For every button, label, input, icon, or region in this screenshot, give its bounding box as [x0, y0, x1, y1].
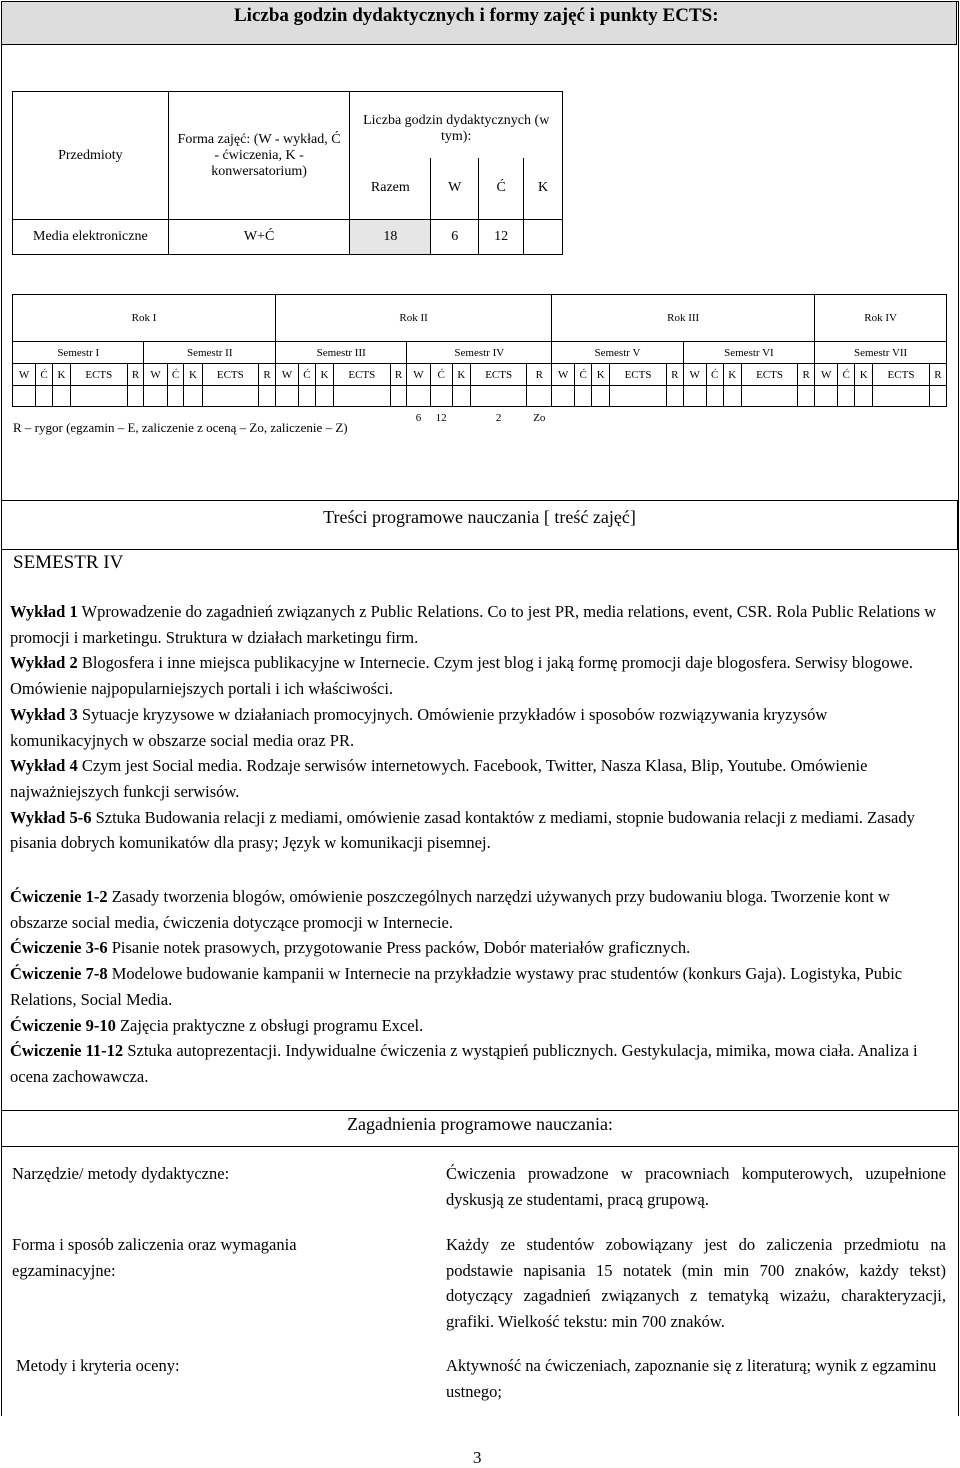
col-header-ć: Ć — [575, 364, 592, 386]
col-header-ć: Ć — [299, 364, 316, 386]
spacer-cell — [299, 386, 316, 407]
col-header-w: W — [552, 364, 575, 386]
value-cell — [552, 407, 575, 430]
col-header-ects: ECTS — [202, 364, 259, 386]
value-cell — [666, 407, 683, 430]
col-header-r: R — [929, 364, 946, 386]
lecture-2: Wykład 2 Blogosfera i inne miejsca publikacyjne w Internecie. Czym jest blog i jaką formę promocji daje blogosfera. Serwisy blogowe. Omówienie najpopularniejszych portali i ich właściwości. — [10, 653, 914, 699]
methods-value: Ćwiczenia prowadzone w pracowniach komputerowych, uzupełnione dyskusją ze studentami, pracą grupową. — [446, 1164, 946, 1209]
col-header-k: K — [52, 364, 70, 386]
col-hours-header: Liczba godzin dydaktycznych (w tym): — [350, 92, 563, 158]
value-cell — [798, 407, 815, 430]
spacer-cell — [723, 386, 741, 407]
col-header-ć: Ć — [167, 364, 184, 386]
spacer-cell — [430, 386, 452, 407]
spacer-cell — [929, 386, 946, 407]
col-header-w: W — [683, 364, 706, 386]
year-1: Rok I — [13, 295, 276, 342]
col-header-ects: ECTS — [741, 364, 798, 386]
divider — [1, 1110, 958, 1111]
value-cell — [610, 407, 667, 430]
semester-header-5: Semestr V — [552, 342, 683, 364]
col-header-ects: ECTS — [873, 364, 930, 386]
spacer-cell — [36, 386, 53, 407]
spacer-cell — [315, 386, 333, 407]
methods-label: Narzędzie/ metody dydaktyczne: — [12, 1164, 230, 1183]
col-header-ects: ECTS — [610, 364, 667, 386]
col-header-ć: Ć — [36, 364, 53, 386]
value-cell — [838, 407, 855, 430]
content-heading: Treści programowe nauczania [ treść zajęć] — [1, 500, 958, 550]
lecture-5-6: Wykład 5-6 Sztuka Budowania relacji z mediami, omówienie zasad kontaktów z mediami, stopnie budowania relacji z mediami. Zasady pisania dobrych komunikatów dla prasy; Język w komunikacji pisemnej. — [10, 807, 915, 853]
value-cell — [592, 407, 610, 430]
assessment-label: Forma i sposób zaliczenia oraz wymagania egzaminacyjne: — [12, 1235, 297, 1280]
spacer-cell — [202, 386, 259, 407]
spacer-cell — [13, 386, 36, 407]
semester-header-6: Semestr VI — [683, 342, 814, 364]
sub-w-header: W — [431, 158, 479, 220]
row-total: 18 — [350, 220, 431, 255]
spacer-cell — [52, 386, 70, 407]
exercise-1-2: Ćwiczenie 1-2 Zasady tworzenia blogów, omówienie poszczególnych narzędzi używanych przy budowaniu bloga. Tworzenie kont w obszarze social media, ćwiczenia dotyczące promocji w Internecie. — [10, 887, 890, 932]
semester-header-3: Semestr III — [275, 342, 406, 364]
rigor-legend: R – rygor (egzamin – E, zaliczenie z oceną – Zo, zaliczenie – Z) — [13, 420, 348, 435]
value-cell — [741, 407, 798, 430]
year-2: Rok II — [275, 295, 551, 342]
lecture-1: Wykład 1 Wprowadzenie do zagadnień związanych z Public Relations. Co to jest PR, media relations, event, CSR. Rola Public Relations w promocji i marketingu. Struktura w działach marketingu firm. — [10, 602, 937, 647]
spacer-cell — [390, 386, 407, 407]
spacer-cell — [167, 386, 184, 407]
spacer-cell — [334, 386, 391, 407]
col-header-ć: Ć — [430, 364, 452, 386]
spacer-cell — [144, 386, 167, 407]
spacer-cell — [575, 386, 592, 407]
criteria-value: Aktywność na ćwiczeniach, zapoznanie się z literaturą; wynik z egzaminu ustnego; — [446, 1356, 937, 1401]
col-header-w: W — [275, 364, 298, 386]
spacer-cell — [706, 386, 723, 407]
spacer-cell — [527, 386, 552, 407]
value-cell: 12 — [435, 412, 447, 425]
assessment-value: Każdy ze studentów zobowiązany jest do zaliczenia przedmiotu na podstawie napisania 15 notatek (min min 700 znaków, każdy tekst) dotyczący zagadnień związanych z tematyką wizażu, charakteryzacji, grafiki. Wielkość tekstu: min 700 znaków. — [446, 1235, 946, 1331]
sub-total-header: Razem — [350, 158, 431, 220]
spacer-cell — [798, 386, 815, 407]
semester-header-7: Semestr VII — [815, 342, 947, 364]
spacer-cell — [815, 386, 838, 407]
col-header-r: R — [798, 364, 815, 386]
year-3: Rok III — [552, 295, 815, 342]
spacer-cell — [683, 386, 706, 407]
semester-header-4: Semestr IV — [407, 342, 552, 364]
col-header-w: W — [407, 364, 430, 386]
page-title: Liczba godzin dydaktycznych i formy zajęć i punkty ECTS: — [1, 1, 957, 45]
value-cell — [723, 407, 741, 430]
ects-table — [12, 294, 947, 430]
sub-k-header: K — [524, 158, 563, 220]
criteria-label: Metody i kryteria oceny: — [16, 1356, 180, 1375]
spacer-cell — [470, 386, 527, 407]
lecture-3: Wykład 3 Sytuacje kryzysowe w działaniach promocyjnych. Omówienie przykładów i sposobów rozwiązywania kryzysów komunikacyjnych w obszarze social media oraz PR. — [10, 704, 828, 750]
value-cell — [815, 407, 838, 430]
col-header-k: K — [855, 364, 873, 386]
col-header-ć: Ć — [706, 364, 723, 386]
value-cell — [929, 407, 946, 430]
spacer-cell — [184, 386, 202, 407]
spacer-cell — [610, 386, 667, 407]
row-form: W+Ć — [168, 220, 350, 255]
semester-header-2: Semestr II — [144, 342, 275, 364]
exercise-3-6: Ćwiczenie 3-6 Pisanie notek prasowych, przygotowanie Press packów, Dobór materiałów graficznych. — [10, 938, 691, 958]
value-cell — [706, 407, 723, 430]
value-cell — [873, 407, 930, 430]
exercise-9-10: Ćwiczenie 9-10 Zajęcia praktyczne z obsługi programu Excel. — [10, 1015, 424, 1035]
col-header-ects: ECTS — [71, 364, 128, 386]
col-header-r: R — [390, 364, 407, 386]
value-cell — [855, 407, 873, 430]
lecture-4: Wykład 4 Czym jest Social media. Rodzaje serwisów internetowych. Facebook, Twitter, Nasza Klasa, Blip, Youtube. Omówienie najważniejszych funkcji serwisów. — [10, 756, 868, 801]
col-header-r: R — [527, 364, 552, 386]
exercise-7-8: Ćwiczenie 7-8 Modelowe budowanie kampanii w Internecie na przykładzie wystawy prac studentów (konkurs Gaja). Logistyka, Pubic Relations, Social Media. — [10, 964, 903, 1009]
col-header-w: W — [144, 364, 167, 386]
col-header-k: K — [592, 364, 610, 386]
spacer-cell — [552, 386, 575, 407]
value-cell: 2 — [495, 412, 502, 425]
col-header-r: R — [259, 364, 276, 386]
col-header-w: W — [13, 364, 36, 386]
lectures-block — [10, 599, 945, 856]
row-subject: Media elektroniczne — [13, 220, 169, 255]
spacer-cell — [407, 386, 430, 407]
col-header-w: W — [815, 364, 838, 386]
spacer-cell — [855, 386, 873, 407]
row-c: 12 — [479, 220, 524, 255]
hours-table — [12, 91, 563, 255]
spacer-cell — [666, 386, 683, 407]
spacer-cell — [838, 386, 855, 407]
semester-header-1: Semestr I — [13, 342, 144, 364]
value-cell — [683, 407, 706, 430]
col-header-k: K — [723, 364, 741, 386]
col-subject-header: Przedmioty — [13, 92, 169, 220]
spacer-cell — [259, 386, 276, 407]
spacer-cell — [873, 386, 930, 407]
spacer-cell — [452, 386, 470, 407]
col-header-ects: ECTS — [334, 364, 391, 386]
year-4: Rok IV — [815, 295, 947, 342]
issues-heading: Zagadnienia programowe nauczania: — [347, 1114, 613, 1134]
sub-c-header: Ć — [479, 158, 524, 220]
row-k — [524, 220, 563, 255]
col-form-header: Forma zajęć: (W - wykład, Ć - ćwiczenia, K - konwersatorium) — [168, 92, 350, 220]
exercise-11-12: Ćwiczenie 11-12 Sztuka autoprezentacji. Indywidualne ćwiczenia z wystąpień publicznych. Gestykulacja, mimika, mowa ciała. Analiza i ocena zachowawcza. — [10, 1041, 918, 1086]
col-header-r: R — [666, 364, 683, 386]
value-cell — [452, 407, 470, 430]
exercises-block — [10, 884, 945, 1090]
col-header-k: K — [184, 364, 202, 386]
row-w: 6 — [431, 220, 479, 255]
col-header-k: K — [315, 364, 333, 386]
value-cell: 6 — [415, 412, 422, 425]
value-cell: Zo — [533, 412, 546, 425]
spacer-cell — [741, 386, 798, 407]
divider — [1, 1146, 958, 1147]
col-header-ć: Ć — [838, 364, 855, 386]
spacer-cell — [592, 386, 610, 407]
col-header-k: K — [452, 364, 470, 386]
page-number: 3 — [473, 1448, 482, 1467]
spacer-cell — [275, 386, 298, 407]
spacer-cell — [127, 386, 144, 407]
semester-label: SEMESTR IV — [13, 552, 124, 573]
value-cell — [575, 407, 592, 430]
spacer-cell — [71, 386, 128, 407]
value-cell — [390, 407, 407, 430]
col-header-r: R — [127, 364, 144, 386]
col-header-ects: ECTS — [470, 364, 527, 386]
